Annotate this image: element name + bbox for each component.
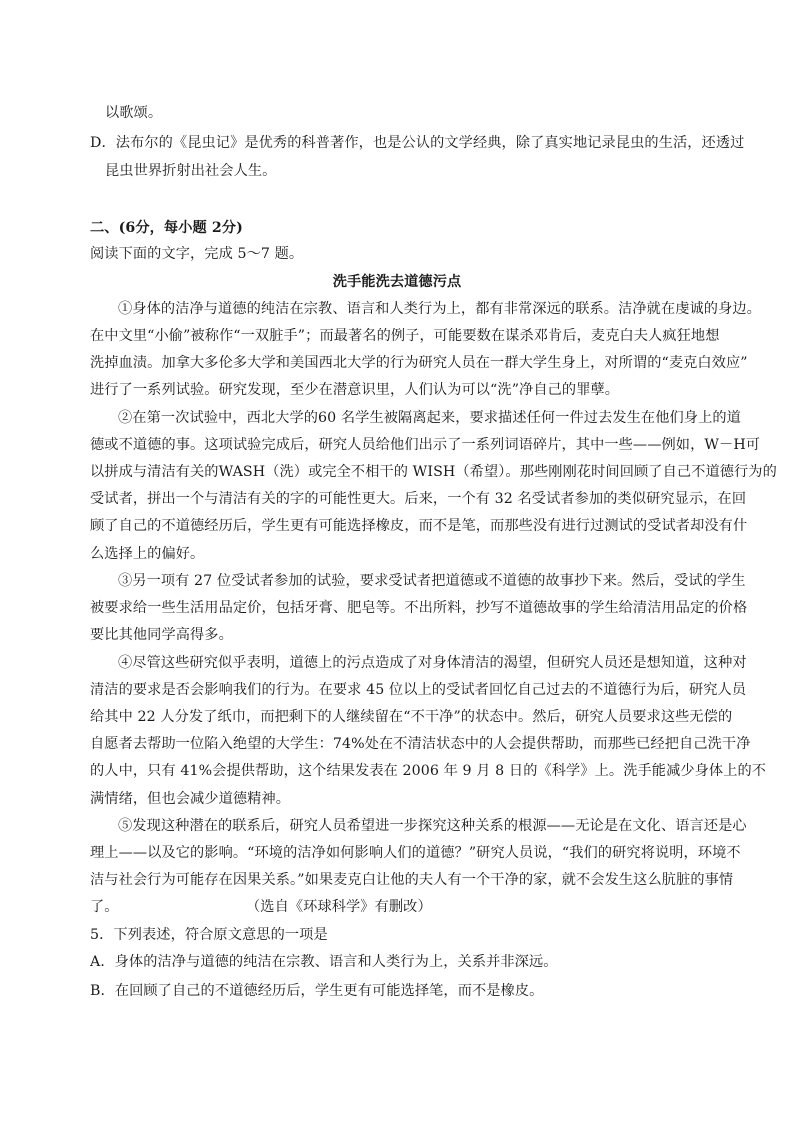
article-line: ⑤发现这种潜在的联系后，研究人员希望进一步探究这种关系的根源——无论是在文化、语言还是心	[118, 818, 747, 834]
article-line: 被要求给一些生活用品定价，包括牙膏、肥皂等。不出所料，抄写不道德故事的学生给清洁用品定的价格	[90, 600, 748, 616]
article-line: 洗掉血渍。加拿大多伦多大学和美国西北大学的行为研究人员在一群大学生身上，对所谓的“麦克白效应”	[90, 355, 748, 371]
question-5-option-a: A．身体的洁净与道德的纯洁在宗教、语言和人类行为上，关系并非深远。	[90, 954, 558, 970]
article-line: 理上——以及它的影响。“环境的洁净如何影响人们的道德？”研究人员说，“我们的研究将说明，环境不	[90, 845, 741, 861]
option-d-line-1: D．法布尔的《昆虫记》是优秀的科普著作，也是公认的文学经典，除了真实地记录昆虫的生活，还透过	[90, 135, 745, 151]
article-line: 顾了自己的不道德经历后，学生更有可能选择橡皮，而不是笔，而那些没有进行过测试的受试者却没有什	[90, 518, 748, 534]
article-line: ③另一项有 27 位受试者参加的试验，要求受试者把道德或不道德的故事抄下来。然后，受试的学生	[118, 573, 746, 589]
article-line: 进行了一系列试验。研究发现，至少在潜意识里，人们认为可以“洗”净自己的罪孽。	[90, 382, 620, 398]
question-5-option-b: B．在回顾了自己的不道德经历后，学生更有可能选择笔，而不是橡皮。	[90, 983, 544, 999]
article-line: 满情绪，但也会减少道德精神。	[90, 791, 291, 807]
article-line: ①身体的洁净与道德的纯洁在宗教、语言和人类行为上，都有非常深远的联系。洁净就在虔诚的身边。	[118, 301, 761, 317]
article-line: 要比其他同学高得多。	[90, 627, 233, 643]
article-line: 的人中，只有 41%会提供帮助，这个结果发表在 2006 年 9 月 8 日的《科学》上。洗手能减少身体上的不	[90, 763, 767, 779]
section-instruction: 阅读下面的文字，完成 5～7 题。	[90, 246, 304, 262]
article-title: 洗手能洗去道德污点	[332, 274, 462, 290]
section-heading: 二、(6分，每小题 2分)	[90, 220, 243, 236]
option-c-continuation: 以歌颂。	[105, 105, 163, 121]
option-d-line-2: 昆虫世界折射出社会人生。	[105, 163, 277, 179]
article-line: 德或不道德的事。这项试验完成后，研究人员给他们出示了一系列词语碎片，其中一些——例如，W－H可	[90, 437, 761, 453]
article-line: 以拼成与清洁有关的WASH（洗）或完全不相干的 WISH（希望）。那些刚刚花时间回顾了自己不道德行为的	[90, 464, 777, 480]
article-line: ④尽管这些研究似乎表明，道德上的污点造成了对身体清洁的渴望，但研究人员还是想知道，这种对	[118, 655, 747, 671]
article-line: ②在第一次试验中，西北大学的60 名学生被隔离起来，要求描述任何一件过去发生在他们身上的道	[118, 410, 741, 426]
article-line: 了。	[90, 899, 119, 915]
article-line: 洁与社会行为可能存在因果关系。”如果麦克白让他的夫人有一个干净的家，就不会发生这么肮脏的事情	[90, 872, 734, 888]
article-line: 给其中 22 人分发了纸巾，而把剩下的人继续留在“不干净”的状态中。然后，研究人员要求这些无偿的	[90, 709, 733, 725]
article-line: 受试者，拼出一个与清洁有关的字的可能性更大。后来，一个有 32 名受试者参加的类似研究显示，在回	[90, 491, 747, 507]
article-line: 么选择上的偏好。	[90, 546, 205, 562]
article-line: 在中文里“小偷”被称作“一双脏手”；而最著名的例子，可能要数在谋杀邓肯后，麦克白夫人疯狂地想	[90, 328, 720, 344]
question-5-stem: 5．下列表述，符合原文意思的一项是	[90, 927, 328, 943]
article-line: 自愿者去帮助一位陷入绝望的大学生：74%处在不清洁状态中的人会提供帮助，而那些已经把自己洗干净	[90, 736, 751, 752]
article-source: （选自《环球科学》有删改）	[246, 899, 432, 915]
article-line: 清洁的要求是否会影响我们的行为。在要求 45 位以上的受试者回忆自己过去的不道德行为后，研究人员	[90, 682, 747, 698]
